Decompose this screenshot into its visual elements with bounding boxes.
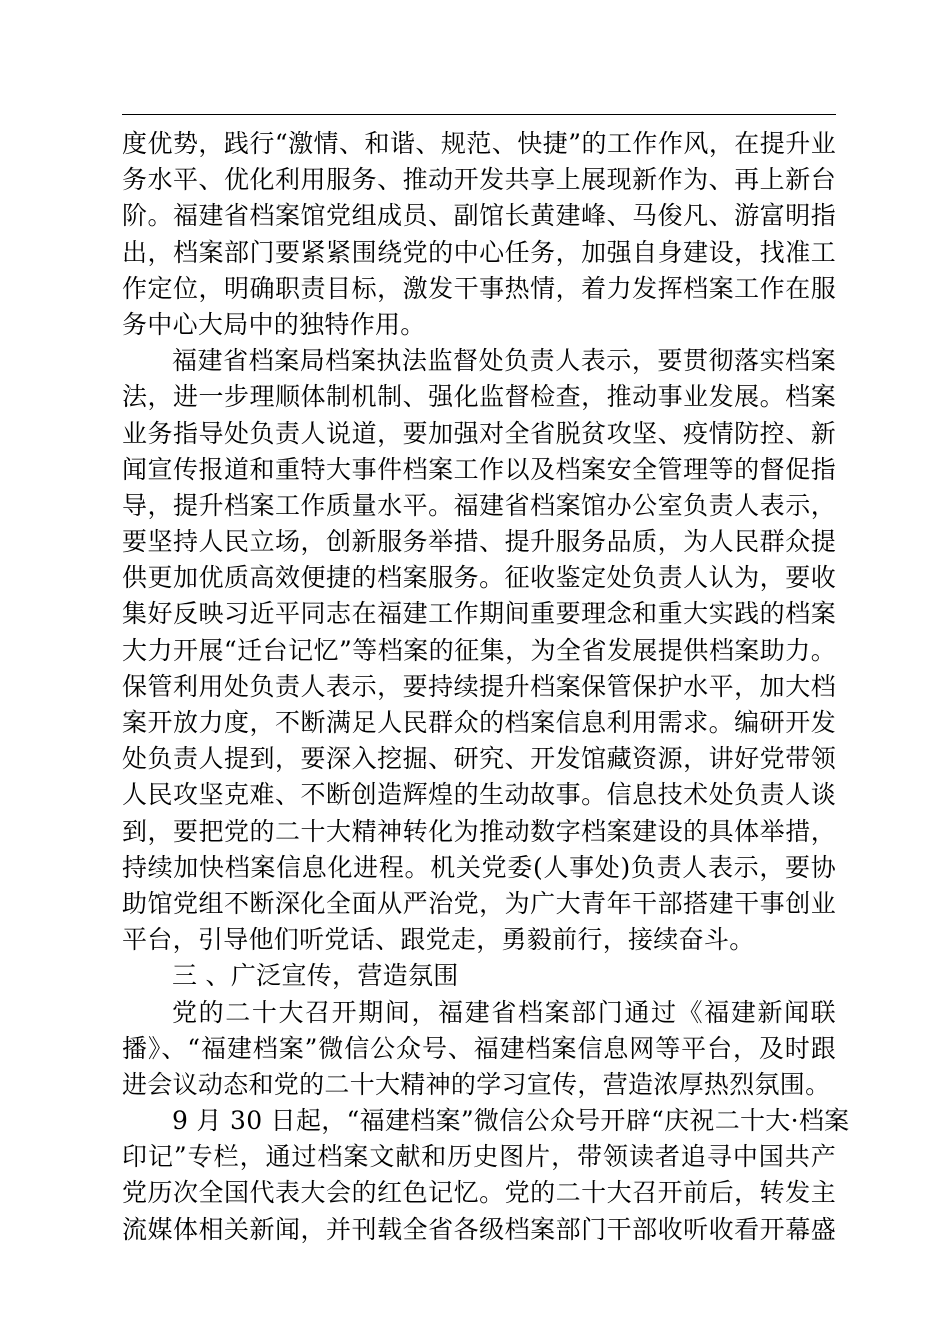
- text-line: 业务指导处负责人说道，要加强对全省脱贫攻坚、疫情防控、新: [122, 418, 836, 448]
- text-line: 务水平、优化利用服务、推动开发共享上展现新作为、再上新台: [122, 165, 836, 195]
- text-line: 集好反映习近平同志在福建工作期间重要理念和重大实践的档案: [122, 599, 836, 629]
- section-heading: 三 、广泛宣传，营造氛围: [172, 961, 459, 991]
- text-line: 阶。福建省档案馆党组成员、副馆长黄建峰、马俊凡、游富明指: [122, 201, 836, 231]
- text-line: 保管利用处负责人表示，要持续提升档案保管保护水平，加大档: [122, 671, 836, 701]
- text-line: 9 月 30 日起，“福建档案”微信公众号开辟“庆祝二十大·档案: [172, 1106, 850, 1136]
- text-line: 作定位，明确职责目标，激发干事热情，着力发挥档案工作在服: [122, 273, 836, 303]
- text-line: 党的二十大召开期间，福建省档案部门通过《福建新闻联: [172, 997, 836, 1027]
- text-line: 务中心大局中的独特作用。: [122, 309, 426, 339]
- text-line: 印记”专栏，通过档案文献和历史图片，带领读者追寻中国共产: [122, 1142, 836, 1172]
- body-text: [122, 126, 850, 1248]
- text-line: 导，提升档案工作质量水平。福建省档案馆办公室负责人表示，: [122, 490, 836, 520]
- text-line: 度优势，践行“激情、和谐、规范、快捷”的工作作风，在提升业: [122, 129, 836, 158]
- text-line: 党历次全国代表大会的红色记忆。党的二十大召开前后，转发主: [122, 1178, 836, 1208]
- text-line: 播》、“福建档案”微信公众号、福建档案信息网等平台，及时跟: [122, 1033, 836, 1063]
- text-line: 处负责人提到，要深入挖掘、研究、开发馆藏资源，讲好党带领: [122, 744, 836, 774]
- text-line: 助馆党组不断深化全面从严治党，为广大青年干部搭建干事创业: [122, 888, 836, 918]
- text-line: 大力开展“迁台记忆”等档案的征集，为全省发展提供档案助力。: [122, 635, 836, 665]
- text-line: 流媒体相关新闻，并刊载全省各级档案部门干部收听收看开幕盛: [122, 1214, 836, 1244]
- text-line: 要坚持人民立场，创新服务举措、提升服务品质，为人民群众提: [122, 527, 836, 557]
- text-line: 人民攻坚克难、不断创造辉煌的生动故事。信息技术处负责人谈: [122, 780, 836, 810]
- text-line: 出，档案部门要紧紧围绕党的中心任务，加强自身建设，找准工: [122, 237, 836, 267]
- header-rule: [122, 114, 836, 115]
- text-line: 法，进一步理顺体制机制、强化监督检查，推动事业发展。档案: [122, 382, 836, 412]
- text-line: 闻宣传报道和重特大事件档案工作以及档案安全管理等的督促指: [122, 454, 836, 484]
- text-line: 到，要把党的二十大精神转化为推动数字档案建设的具体举措，: [122, 816, 836, 846]
- text-line: 持续加快档案信息化进程。机关党委(人事处)负责人表示，要协: [122, 852, 836, 882]
- text-line: 福建省档案局档案执法监督处负责人表示，要贯彻落实档案: [172, 346, 836, 376]
- text-line: 案开放力度，不断满足人民群众的档案信息利用需求。编研开发: [122, 708, 836, 737]
- text-line: 平台，引导他们听党话、跟党走，勇毅前行，接续奋斗。: [122, 925, 755, 955]
- text-line: 供更加优质高效便捷的档案服务。征收鉴定处负责人认为，要收: [122, 563, 836, 593]
- text-line: 进会议动态和党的二十大精神的学习宣传，营造浓厚热烈氛围。: [122, 1069, 831, 1099]
